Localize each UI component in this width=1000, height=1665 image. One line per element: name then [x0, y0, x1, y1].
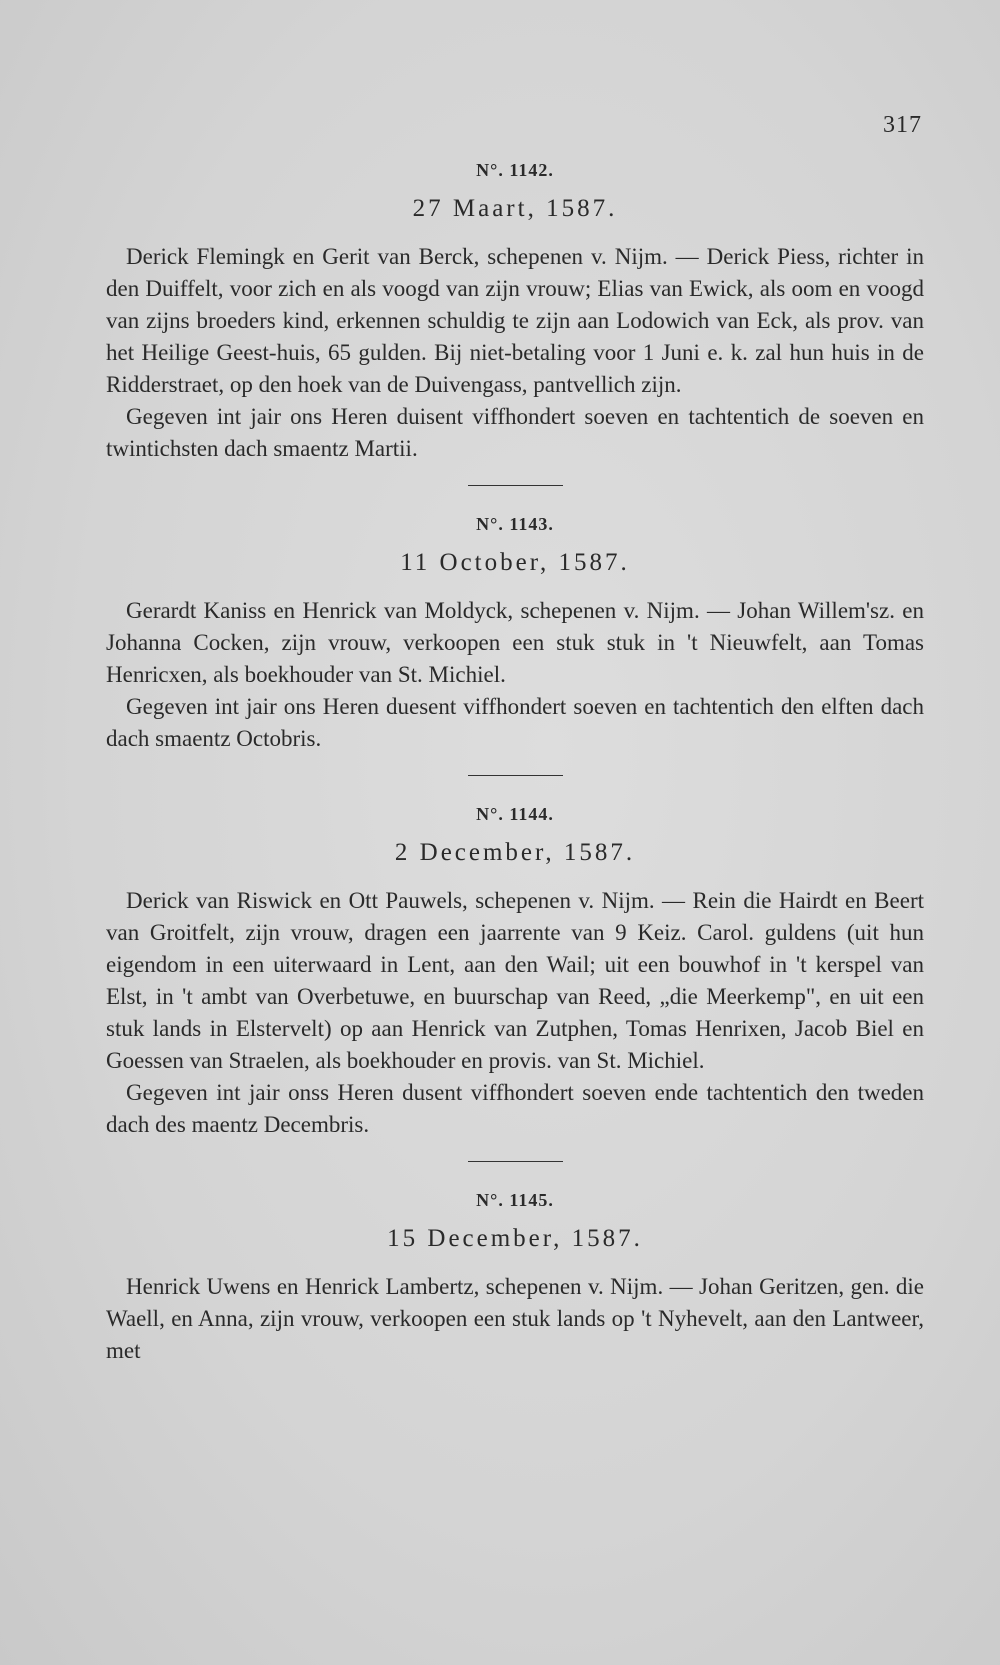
entry-number: N°. 1142. [476, 160, 554, 180]
entry-1143 [106, 514, 924, 755]
entry-1142 [106, 160, 924, 465]
entry-body: Henrick Uwens en Henrick Lambertz, schepenen v. Nijm. — Johan Geritzen, gen. die Waell, en Anna, zijn vrouw, verkoopen een stuk lands op 't Nyhevelt, aan den Lantweer, met [106, 1274, 924, 1363]
text-block [106, 160, 924, 1367]
section-divider [468, 485, 563, 486]
entry-date: 2 December, 1587. [394, 839, 636, 866]
entry-date: 11 October, 1587. [400, 549, 630, 576]
entry-number: N°. 1144. [476, 804, 554, 824]
section-divider [468, 1161, 563, 1162]
page-number: 317 [883, 112, 922, 138]
entry-date: 15 December, 1587. [387, 1225, 643, 1252]
section-divider [468, 775, 563, 776]
entry-closing: Gegeven int jair ons Heren duisent viffhondert soeven en tachtentich de soeven en twintichsten dach smaentz Martii. [106, 404, 924, 461]
entry-date: 27 Maart, 1587. [412, 195, 618, 222]
entry-1145 [106, 1190, 924, 1367]
entry-number: N°. 1145. [476, 1190, 554, 1210]
entry-closing: Gegeven int jair ons Heren duesent viffhondert soeven en tachtentich den elften dach dach smaentz Octobris. [106, 694, 924, 751]
entry-closing: Gegeven int jair onss Heren dusent viffhondert soeven ende tachtentich den tweden dach des maentz Decembris. [106, 1080, 924, 1137]
entry-number: N°. 1143. [476, 514, 554, 534]
entry-body: Gerardt Kaniss en Henrick van Moldyck, schepenen v. Nijm. — Johan Willem'sz. en Johanna Cocken, zijn vrouw, verkoopen een stuk stuk in 't Nieuwfelt, aan Tomas Henricxen, als boekhouder van St. Michiel. [106, 598, 924, 687]
entry-body: Derick Flemingk en Gerit van Berck, schepenen v. Nijm. — Derick Piess, richter in den Duiffelt, voor zich en als voogd van zijn vrouw; Elias van Ewick, als oom en voogd van zijns broeders kind, erkennen schuldig te zijn aan Lodowich van Eck, als prov. van het Heilige Geest-huis, 65 gulden. Bij niet-betaling voor 1 Juni e. k. zal hun huis in de Ridderstraet, op den hoek van de Duivengass, pantvellich zijn. [106, 244, 924, 397]
entry-1144 [106, 804, 924, 1141]
entry-body: Derick van Riswick en Ott Pauwels, schepenen v. Nijm. — Rein die Hairdt en Beert van Groitfelt, zijn vrouw, dragen een jaarrente van 9 Keiz. Carol. guldens (uit hun eigendom in een uiterwaard in Lent, aan den Wail; uit een bouwhof in 't kerspel van Elst, in 't ambt van Overbetuwe, en buurschap van Reed, „die Meerkemp", en uit een stuk lands in Elstervelt) op aan Henrick van Zutphen, Tomas Henrixen, Jacob Biel en Goessen van Straelen, als boekhouder en provis. van St. Michiel. [106, 888, 924, 1073]
